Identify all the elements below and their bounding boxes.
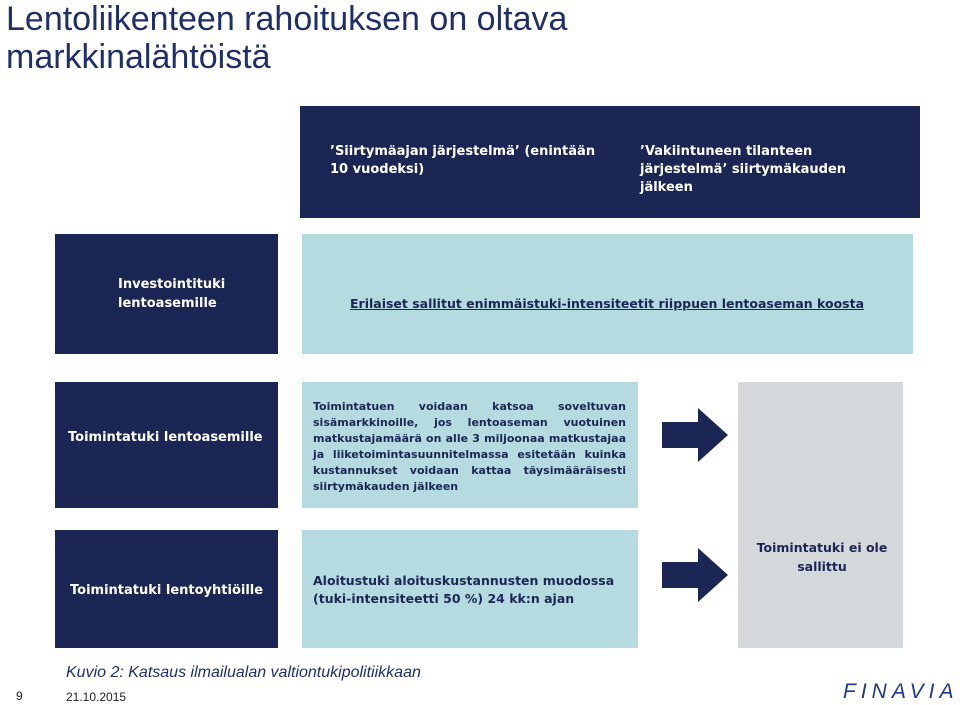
investment-aid-label: Investointituki lentoasemille	[118, 277, 226, 311]
slide-date: 21.10.2015	[66, 690, 127, 704]
outcome-box	[738, 382, 903, 648]
arrow-right-icon	[662, 548, 730, 602]
arrow-right-icon	[662, 408, 730, 462]
investment-aid-content: Erilaiset sallitut enimmäistuki-intensiteetit riippuen lentoaseman koosta	[350, 296, 865, 311]
outcome-label: Toimintatuki ei ole sallittu	[756, 540, 888, 574]
operating-aid-airports-label: Toimintatuki lentoasemille	[68, 430, 263, 445]
operating-aid-airports-content: Toimintatuen voidaan katsoa soveltuvan sisämarkkinoille, jos lentoaseman vuotuinen matkustajamäärä on alle 3 miljoonaa matkustajaa ja liiketoimintasuunnitelmassa esitetään kuinka kustannukset voidaan kattaa täysimääräisesti siirtymäkauden jälkeen	[313, 400, 626, 493]
operating-aid-airlines-label: Toimintatuki lentoyhtiöille	[70, 583, 264, 598]
operating-aid-airlines-content: Aloitustuki aloituskustannusten muodossa (tuki-intensiteetti 50 %) 24 kk:n ajan	[313, 573, 615, 606]
page-number: 9	[16, 689, 23, 703]
phase-established-label: ’Vakiintuneen tilanteen järjestelmä’ siirtymäkauden jälkeen	[640, 144, 847, 195]
phase-transitional-label: ’Siirtymäajan järjestelmä’ (enintään 10 vuodeksi)	[330, 144, 596, 177]
figure-caption: Kuvio 2: Katsaus ilmailualan valtiontukipolitiikkaan	[66, 664, 421, 681]
slide-title: Lentoliikenteen rahoituksen on oltava markkinalähtöistä	[6, 0, 568, 76]
investment-aid-content-box	[302, 234, 913, 354]
finavia-logo: FINAVIA	[843, 680, 959, 703]
